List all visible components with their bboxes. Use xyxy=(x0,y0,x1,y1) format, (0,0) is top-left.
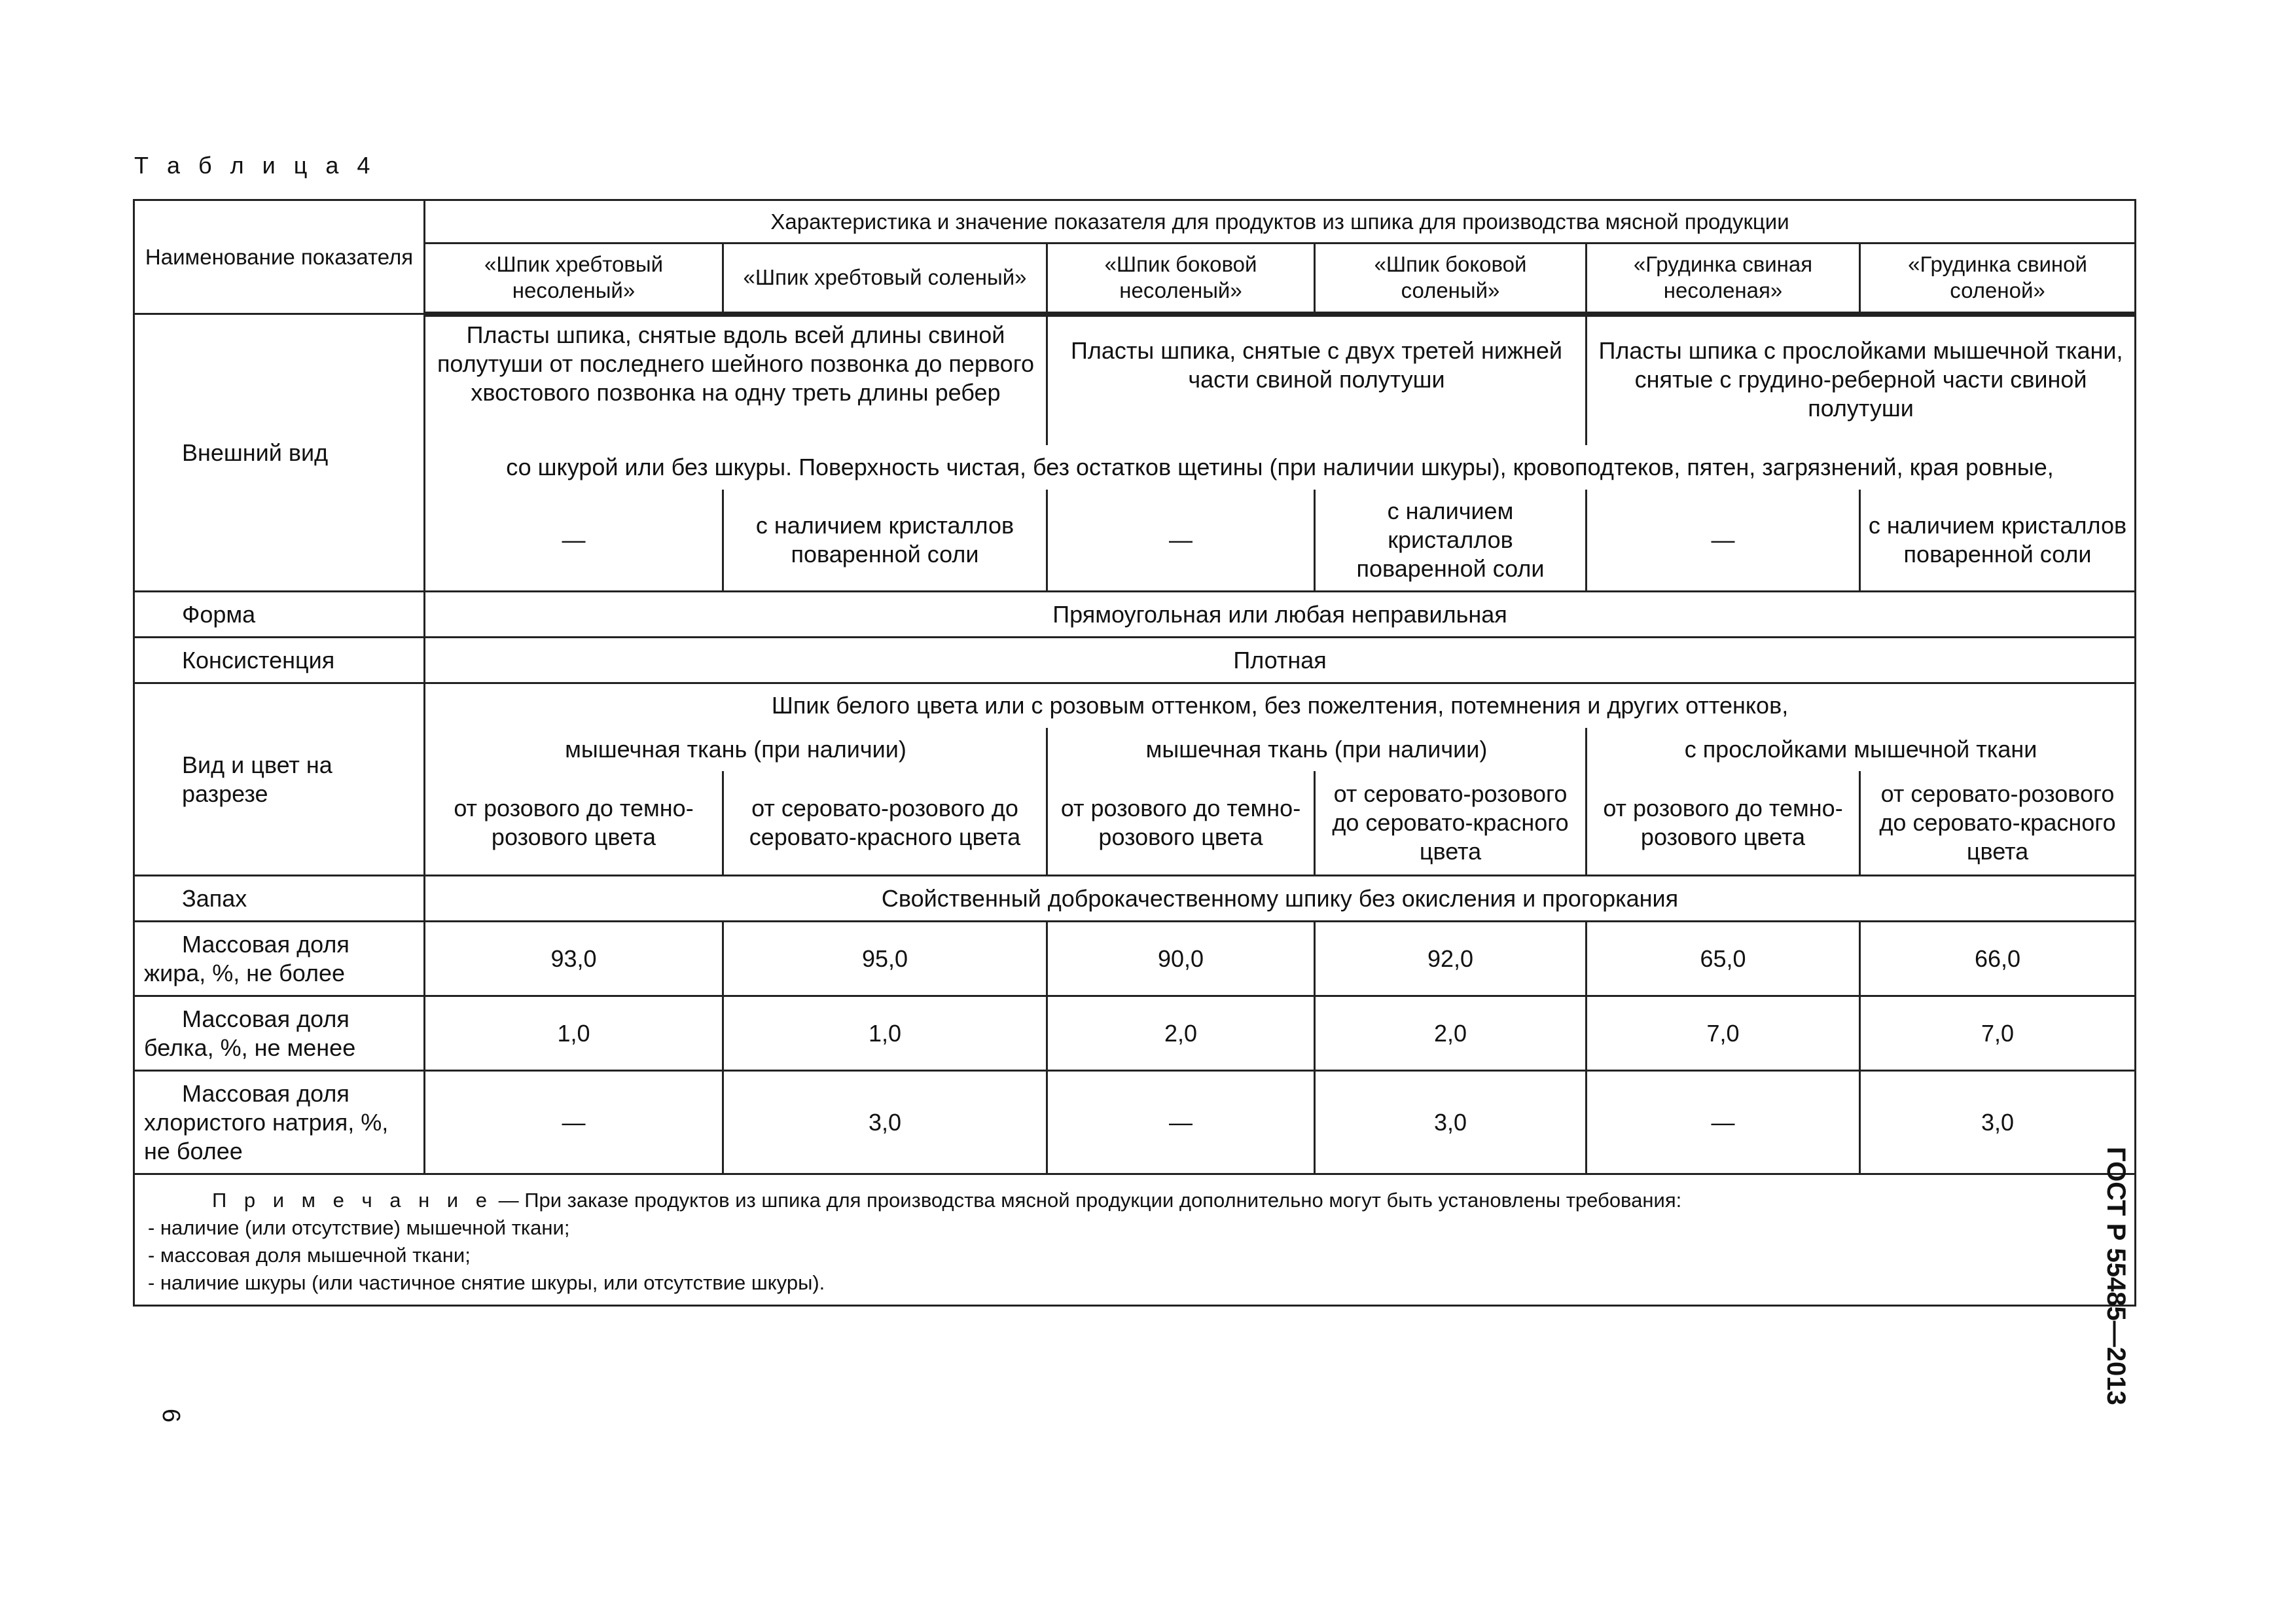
salt-value-5: — xyxy=(1587,1071,1860,1174)
cut-cell-1: от розового до темно-розового цвета xyxy=(425,771,723,876)
row-consistency-value: Плотная xyxy=(425,638,2136,683)
header-product-5: «Грудинка свиная несоленая» xyxy=(1587,244,1860,314)
row-fat-name: Массовая доля жира, %, не более xyxy=(134,922,425,996)
salt-value-3: — xyxy=(1047,1071,1315,1174)
appearance-cell-4: с наличием кристаллов поваренной соли xyxy=(1315,490,1587,592)
row-form-value: Прямоугольная или любая неправильная xyxy=(425,592,2136,638)
note-item-3: - наличие шкуры (или частичное снятие шкуры, или отсутствие шкуры). xyxy=(148,1271,825,1294)
note-text: — При заказе продуктов из шпика для производства мясной продукции дополнительно могут быть установлены требования: xyxy=(492,1189,1682,1212)
table-note xyxy=(134,1174,2136,1306)
row-consistency-name: Консистенция xyxy=(134,638,425,683)
cut-cell-4: от серовато-розового до серовато-красного цвета xyxy=(1315,771,1587,876)
appearance-group-2: Пласты шпика, снятые с двух третей нижней части свиной полутуши xyxy=(1047,314,1587,445)
header-name-column: Наименование показателя xyxy=(134,200,425,314)
fat-value-5: 65,0 xyxy=(1587,922,1860,996)
appearance-group-1: Пласты шпика, снятые вдоль всей длины свиной полутуши от последнего шейного позвонка до первого хвостового позвонка на одну треть длины ребер xyxy=(425,314,1047,445)
header-product-4: «Шпик боковой соленый» xyxy=(1315,244,1587,314)
cut-cell-3: от розового до темно-розового цвета xyxy=(1047,771,1315,876)
appearance-cell-2: с наличием кристаллов поваренной соли xyxy=(723,490,1047,592)
fat-value-6: 66,0 xyxy=(1860,922,2136,996)
protein-value-3: 2,0 xyxy=(1047,996,1315,1071)
row-smell-name: Запах xyxy=(134,876,425,922)
row-appearance-name: Внешний вид xyxy=(134,314,425,592)
note-item-2: - массовая доля мышечной ткани; xyxy=(148,1244,471,1267)
header-product-1: «Шпик хребтовый несоленый» xyxy=(425,244,723,314)
salt-value-4: 3,0 xyxy=(1315,1071,1587,1174)
protein-value-4: 2,0 xyxy=(1315,996,1587,1071)
cut-group-3: с прослойками мышечной ткани xyxy=(1587,728,2136,771)
appearance-common-text: со шкурой или без шкуры. Поверхность чистая, без остатков щетины (при наличии шкуры), кровоподтеков, пятен, загрязнений, края ровные, xyxy=(425,445,2136,490)
cut-cell-6: от серовато-розового до серовато-красного цвета xyxy=(1860,771,2136,876)
salt-value-1: — xyxy=(425,1071,723,1174)
standard-designation: ГОСТ Р 55485—2013 xyxy=(2102,1147,2130,1405)
cut-group-2: мышечная ткань (при наличии) xyxy=(1047,728,1587,771)
header-product-6: «Грудинка свиной соленой» xyxy=(1860,244,2136,314)
fat-value-4: 92,0 xyxy=(1315,922,1587,996)
specification-table xyxy=(133,199,2136,1307)
row-form-name: Форма xyxy=(134,592,425,638)
appearance-cell-3: — xyxy=(1047,490,1315,592)
row-cut-name: Вид и цвет на разрезе xyxy=(134,683,425,876)
note-intro xyxy=(212,1187,2134,1214)
cut-cell-2: от серовато-розового до серовато-красного цвета xyxy=(723,771,1047,876)
header-product-2: «Шпик хребтовый соленый» xyxy=(723,244,1047,314)
row-smell-value: Свойственный доброкачественному шпику без окисления и прогоркания xyxy=(425,876,2136,922)
protein-value-2: 1,0 xyxy=(723,996,1047,1071)
appearance-group-3: Пласты шпика с прослойками мышечной ткани, снятые с грудино-реберной части свиной полутуши xyxy=(1587,314,2136,445)
cut-group-1: мышечная ткань (при наличии) xyxy=(425,728,1047,771)
table-caption: Т а б л и ц а 4 xyxy=(134,152,376,179)
salt-value-6: 3,0 xyxy=(1860,1071,2136,1174)
note-item-1: - наличие (или отсутствие) мышечной ткани; xyxy=(148,1216,570,1239)
appearance-cell-6: с наличием кристаллов поваренной соли xyxy=(1860,490,2136,592)
appearance-cell-1: — xyxy=(425,490,723,592)
fat-value-1: 93,0 xyxy=(425,922,723,996)
protein-value-5: 7,0 xyxy=(1587,996,1860,1071)
note-label: П р и м е ч а н и е xyxy=(212,1189,493,1212)
protein-value-6: 7,0 xyxy=(1860,996,2136,1071)
cut-cell-5: от розового до темно-розового цвета xyxy=(1587,771,1860,876)
appearance-cell-5: — xyxy=(1587,490,1860,592)
header-group-title: Характеристика и значение показателя для продуктов из шпика для производства мясной продукции xyxy=(425,200,2136,244)
row-protein-name: Массовая доля белка, %, не менее xyxy=(134,996,425,1071)
protein-value-1: 1,0 xyxy=(425,996,723,1071)
fat-value-2: 95,0 xyxy=(723,922,1047,996)
salt-value-2: 3,0 xyxy=(723,1071,1047,1174)
cut-common-text: Шпик белого цвета или с розовым оттенком, без пожелтения, потемнения и других оттенков, xyxy=(425,683,2136,728)
fat-value-3: 90,0 xyxy=(1047,922,1315,996)
page-number: 6 xyxy=(157,1409,185,1423)
header-product-3: «Шпик боковой несоленый» xyxy=(1047,244,1315,314)
row-salt-name: Массовая доля хлористого натрия, %, не более xyxy=(134,1071,425,1174)
